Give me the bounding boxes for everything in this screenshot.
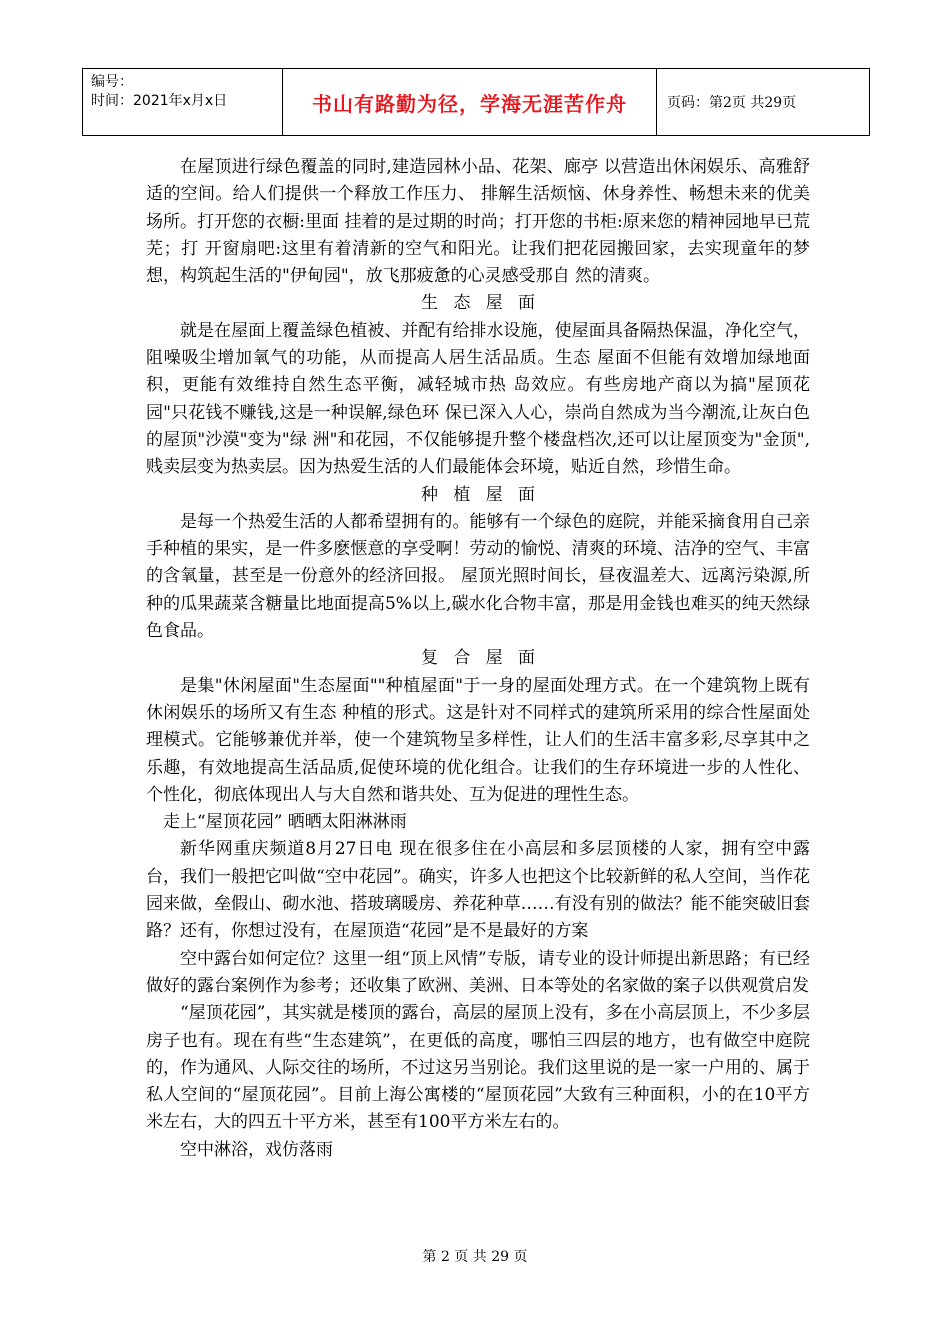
header-motto: 书山有路勤为径，学海无涯苦作舟 [312, 91, 627, 116]
doc-time-label: 时间：2021年x月x日 [91, 93, 228, 109]
section-heading-ecological-roof: 生态屋面 [421, 293, 551, 314]
doc-number-label: 编号： [91, 74, 133, 90]
news-paragraph: 新华网重庆频道8月27日电 现在很多住在小高层和多层顶楼的人家，拥有空中露台，我们一般把它叫做“空中花园”。确实，许多人也把这个比较新鲜的私人空间，当作花园来做，垒假山、砌水池、搭玻璃暖房、养花种草……有没有别的做法？能不能突破旧套路？还有，你想过没有，在屋顶造“花园”是不是最好的方案 [146, 839, 810, 942]
article-subtitle: 走上“屋顶花园” 晒晒太阳淋淋雨 [163, 812, 407, 833]
header-motto-cell [283, 69, 657, 135]
header-page-info: 页码：第2页 共29页 [667, 95, 797, 111]
planting-roof-paragraph: 是每一个热爱生活的人都希望拥有的。能够有一个绿色的庭院，并能采摘食用自己亲手种植的果实，是一件多麽惬意的享受啊！劳动的愉悦、清爽的环境、洁净的空气、丰富的含氧量，甚至是一份意外的经济回报。 屋顶光照时间长，昼夜温差大、远离污染源,所种的瓜果蔬菜含糖量比地面提高5%以上,碳水化合物丰富，那是用金钱也难买的纯天然绿色食品。 [146, 511, 810, 642]
page-header [82, 68, 870, 136]
composite-roof-paragraph: 是集"休闲屋面"生态屋面""种植屋面"于一身的屋面处理方式。在一个建筑物上既有休闲娱乐的场所又有生态 种植的形式。这是针对不同样式的建筑所采用的综合性屋面处理模式。它能够兼优并举，使一个建筑物呈多样性，让人们的生活丰富多彩,尽享其中之乐趣，有效地提高生活品质,促使环境的优化组合。让我们的生存环境进一步的人性化、个性化，彻底体现出人与大自然和谐共处、互为促进的理性生态。 [146, 675, 810, 805]
ecological-roof-paragraph: 就是在屋面上覆盖绿色植被、并配有给排水设施，使屋面具备隔热保温，净化空气，阻噪吸尘增加氧气的功能，从而提高人居生活品质。生态 屋面不但能有效增加绿地面积，更能有效维持自然生态平衡，减轻城市热 岛效应。有些房地产商以为搞"屋顶花园"只花钱不赚钱,这是一种误解,绿色环 保已深入人心，崇尚自然成为当今潮流,让灰白色的屋顶"沙漠"变为"绿 洲"和花园，不仅能够提升整个楼盘档次,还可以让屋顶变为"金顶",贱卖层变为热卖层。因为热爱生活的人们最能体会环境，贴近自然，珍惜生命。 [146, 320, 810, 478]
document-body [146, 154, 810, 1164]
shower-paragraph: 空中淋浴，戏仿落雨 [180, 1139, 333, 1160]
section-heading-planting-roof: 种植屋面 [421, 484, 551, 505]
page-footer: 第 2 页 共 29 页 [422, 1249, 528, 1265]
intro-paragraph: 在屋顶进行绿色覆盖的同时,建造园林小品、花架、廊亭 以营造出休闲娱乐、高雅舒适的空间。给人们提供一个释放工作压力、 排解生活烦恼、休身养性、畅想未来的优美场所。打开您的衣橱:里面 挂着的是过期的时尚；打开您的书柜:原来您的精神园地早已荒芜；打 开窗扇吧:这里有着清新的空气和阳光。让我们把花园搬回家，去实现童年的梦想，构筑起生活的"伊甸园"，放飞那疲惫的心灵感受那自 然的清爽。 [146, 157, 810, 287]
positioning-paragraph: 空中露台如何定位？这里一组“顶上风情”专版，请专业的设计师提出新思路；有已经做好的露台案例作为参考；还收集了欧洲、美洲、日本等处的名家做的案子以供观赏启发 [146, 948, 810, 996]
roof-garden-paragraph: “屋顶花园”，其实就是楼顶的露台，高层的屋顶上没有，多在小高层顶上，不少多层房子也有。现在有些“生态建筑”，在更低的高度，哪怕三四层的地方，也有做空中庭院的，作为通风、人际交往的场所，不过这另当别论。我们这里说的是一家一户用的、属于私人空间的“屋顶花园”。目前上海公寓楼的“屋顶花园”大致有三种面积，小的在10平方米左右，大的四五十平方米，甚至有100平方米左右的。 [146, 1003, 810, 1133]
header-meta [83, 69, 283, 135]
section-heading-composite-roof: 复合屋面 [421, 648, 551, 669]
